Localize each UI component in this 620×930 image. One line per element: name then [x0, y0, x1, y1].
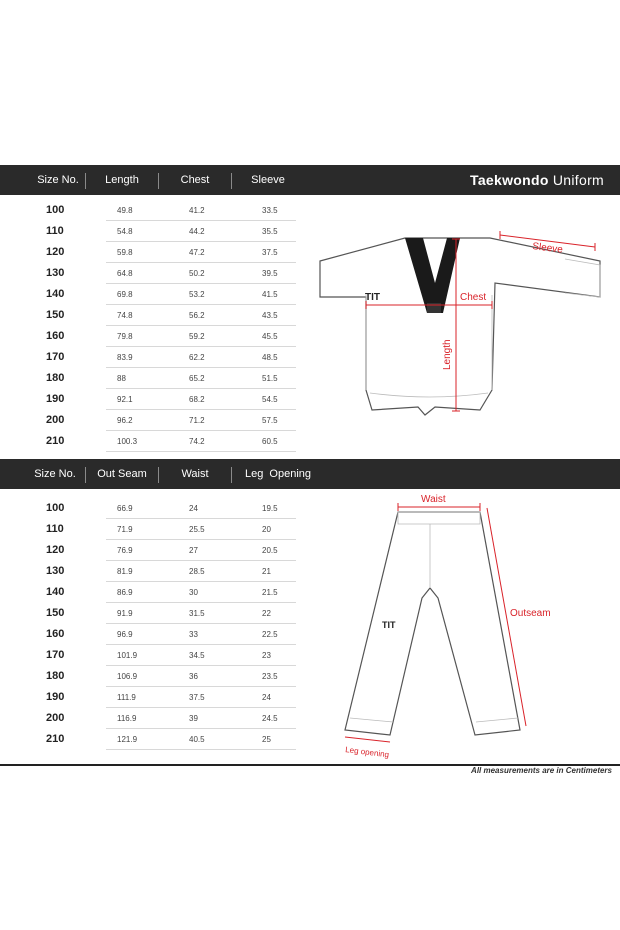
table-row: [0, 221, 300, 242]
size-cell: 200: [46, 712, 65, 724]
col4-cell: 24.5: [262, 714, 278, 723]
chest-label: Chest: [460, 292, 487, 303]
col2-cell: 83.9: [117, 353, 133, 362]
col2-cell: 100.3: [117, 437, 138, 446]
col4-cell: 43.5: [262, 311, 278, 320]
size-cell: 190: [46, 393, 65, 405]
size-cell: 110: [46, 225, 64, 237]
col2-cell: 106.9: [117, 672, 138, 681]
col-header-waist: Waist: [181, 468, 209, 480]
col-header-size: Size No.: [34, 468, 76, 480]
col4-cell: 22.5: [262, 630, 278, 639]
col2-cell: 91.9: [117, 609, 133, 618]
col2-cell: 92.1: [117, 395, 133, 404]
leg-opening-measure-line: [345, 737, 390, 742]
col2-cell: 121.9: [117, 735, 138, 744]
table-row: [0, 708, 300, 729]
col3-cell: 40.5: [189, 735, 205, 744]
col3-cell: 36: [189, 672, 198, 681]
col2-cell: 74.8: [117, 311, 133, 320]
table-row: [0, 368, 300, 389]
table-row: [0, 284, 300, 305]
table-row: [0, 729, 300, 750]
table-row: [0, 540, 300, 561]
table-row: [0, 624, 300, 645]
waist-label: Waist: [421, 494, 446, 505]
col4-cell: 22: [262, 609, 271, 618]
col2-cell: 64.8: [117, 269, 133, 278]
header-separator: [231, 467, 232, 483]
pants-brand-logo: TIT: [382, 620, 396, 630]
col2-cell: 69.8: [117, 290, 133, 299]
size-cell: 130: [46, 565, 65, 577]
col2-cell: 96.9: [117, 630, 133, 639]
length-label: Length: [442, 339, 453, 370]
col-header-sleeve: Sleeve: [251, 174, 285, 186]
col4-cell: 57.5: [262, 416, 278, 425]
col3-cell: 74.2: [189, 437, 205, 446]
outseam-label: Outseam: [510, 608, 551, 619]
col2-cell: 76.9: [117, 546, 133, 555]
col3-cell: 53.2: [189, 290, 205, 299]
table-row: [0, 645, 300, 666]
header-separator: [231, 173, 232, 189]
col3-cell: 34.5: [189, 651, 205, 660]
col3-cell: 33: [189, 630, 198, 639]
col4-cell: 60.5: [262, 437, 278, 446]
size-cell: 140: [46, 586, 65, 598]
table-row: [0, 326, 300, 347]
col3-cell: 62.2: [189, 353, 205, 362]
col2-cell: 81.9: [117, 567, 133, 576]
col4-cell: 19.5: [262, 504, 278, 513]
table-row: [0, 200, 300, 221]
col4-cell: 23.5: [262, 672, 278, 681]
size-cell: 170: [46, 649, 65, 661]
pants-diagram: [330, 490, 551, 760]
size-cell: 160: [46, 628, 65, 640]
col3-cell: 50.2: [189, 269, 205, 278]
col3-cell: 47.2: [189, 248, 205, 257]
size-cell: 120: [46, 544, 65, 556]
table-row: [0, 687, 300, 708]
col3-cell: 56.2: [189, 311, 205, 320]
size-cell: 180: [46, 372, 65, 384]
size-cell: 150: [46, 607, 65, 619]
col4-cell: 37.5: [262, 248, 278, 257]
size-cell: 120: [46, 246, 65, 258]
row-divider: [106, 749, 296, 750]
col2-cell: 54.8: [117, 227, 133, 236]
col-header-size: Size No.: [37, 174, 79, 186]
page-title: [470, 165, 604, 195]
col3-cell: 71.2: [189, 416, 205, 425]
col2-cell: 79.8: [117, 332, 133, 341]
col4-cell: 51.5: [262, 374, 278, 383]
col4-cell: 39.5: [262, 269, 278, 278]
table-row: [0, 603, 300, 624]
col3-cell: 24: [189, 504, 198, 513]
uniform-header-bar: [0, 165, 620, 195]
footer-note: All measurements are in Centimeters: [471, 766, 612, 775]
col3-cell: 37.5: [189, 693, 205, 702]
col2-cell: 71.9: [117, 525, 133, 534]
col3-cell: 39: [189, 714, 198, 723]
col4-cell: 35.5: [262, 227, 278, 236]
title-light: Uniform: [552, 172, 604, 188]
table-row: [0, 347, 300, 368]
size-cell: 170: [46, 351, 65, 363]
col2-cell: 96.2: [117, 416, 133, 425]
table-row: [0, 561, 300, 582]
col2-cell: 49.8: [117, 206, 133, 215]
col3-cell: 44.2: [189, 227, 205, 236]
table-row: [0, 410, 300, 431]
table-row: [0, 582, 300, 603]
size-cell: 110: [46, 523, 64, 535]
col3-cell: 41.2: [189, 206, 205, 215]
leg-opening-label: Leg opening: [344, 745, 390, 760]
col4-cell: 21: [262, 567, 271, 576]
col-header-outseam: Out Seam: [97, 468, 147, 480]
col-header-leg-opening: Leg Opening: [244, 468, 312, 480]
header-separator: [158, 173, 159, 189]
col3-cell: 28.5: [189, 567, 205, 576]
size-cell: 150: [46, 309, 65, 321]
size-cell: 210: [46, 733, 65, 745]
table-row: [0, 242, 300, 263]
pants-size-table: [0, 498, 300, 750]
col4-cell: 21.5: [262, 588, 278, 597]
col2-cell: 59.8: [117, 248, 133, 257]
row-divider: [106, 451, 296, 452]
table-row: [0, 666, 300, 687]
col4-cell: 24: [262, 693, 271, 702]
table-row: [0, 498, 300, 519]
size-cell: 180: [46, 670, 65, 682]
pants-header-bar: [0, 459, 620, 489]
size-cell: 210: [46, 435, 65, 447]
size-cell: 200: [46, 414, 65, 426]
table-row: [0, 263, 300, 284]
col3-cell: 65.2: [189, 374, 205, 383]
uniform-size-table: [0, 200, 300, 452]
col3-cell: 25.5: [189, 525, 205, 534]
size-cell: 100: [46, 204, 65, 216]
col4-cell: 45.5: [262, 332, 278, 341]
col2-cell: 66.9: [117, 504, 133, 513]
table-row: [0, 389, 300, 410]
uniform-jacket-diagram: [310, 215, 620, 430]
header-separator: [85, 173, 86, 189]
col4-cell: 54.5: [262, 395, 278, 404]
col-header-chest: Chest: [180, 174, 210, 186]
col-header-length: Length: [105, 174, 139, 186]
col3-cell: 30: [189, 588, 198, 597]
table-row: [0, 305, 300, 326]
col4-cell: 48.5: [262, 353, 278, 362]
col4-cell: 33.5: [262, 206, 278, 215]
col3-cell: 27: [189, 546, 198, 555]
sleeve-label: Sleeve: [531, 241, 564, 256]
col2-cell: 86.9: [117, 588, 133, 597]
size-cell: 140: [46, 288, 65, 300]
title-bold: Taekwondo: [470, 172, 549, 188]
col4-cell: 20: [262, 525, 271, 534]
table-row: [0, 519, 300, 540]
col2-cell: 101.9: [117, 651, 138, 660]
col4-cell: 25: [262, 735, 271, 744]
col3-cell: 31.5: [189, 609, 205, 618]
col2-cell: 116.9: [117, 714, 137, 723]
size-cell: 130: [46, 267, 65, 279]
col3-cell: 68.2: [189, 395, 205, 404]
col4-cell: 23: [262, 651, 271, 660]
size-cell: 160: [46, 330, 65, 342]
header-separator: [85, 467, 86, 483]
col2-cell: 111.9: [117, 693, 136, 702]
header-separator: [158, 467, 159, 483]
size-cell: 190: [46, 691, 65, 703]
table-row: [0, 431, 300, 452]
col3-cell: 59.2: [189, 332, 205, 341]
col2-cell: 88: [117, 374, 126, 383]
col4-cell: 20.5: [262, 546, 278, 555]
brand-logo: TIT: [365, 292, 380, 303]
size-cell: 100: [46, 502, 65, 514]
col4-cell: 41.5: [262, 290, 278, 299]
